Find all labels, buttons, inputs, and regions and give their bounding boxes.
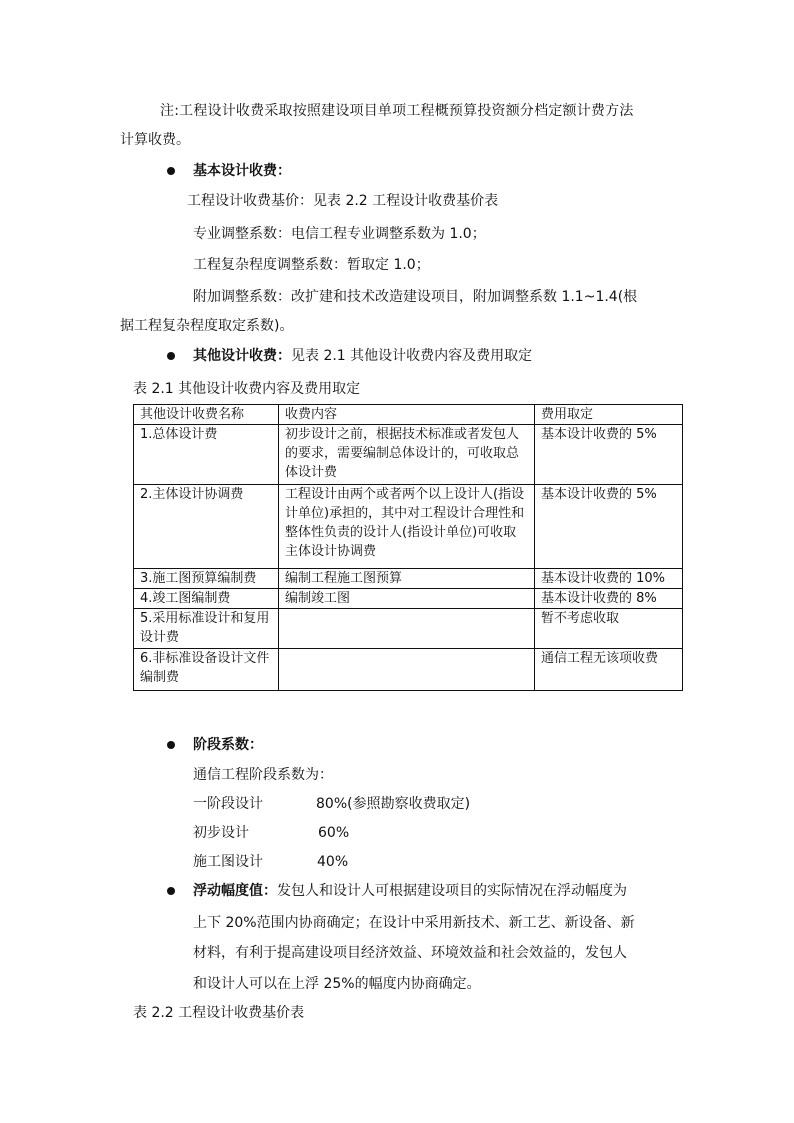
other-fee-line [193, 346, 532, 366]
table-cell: 基本设计收费的 8% [535, 589, 683, 609]
table-cell: 基本设计收费的 5% [535, 485, 683, 569]
table-cell [279, 609, 535, 649]
table-cell: 工程设计由两个或者两个以上设计人(指设计单位)承担的，其中对工程设计合理性和整体性负责的设计人(指设计单位)可收取主体设计协调费 [279, 485, 535, 569]
stage-item-value: 80%(参照勘察收费取定) [316, 796, 471, 812]
table-row [134, 425, 683, 485]
table-row [134, 649, 683, 691]
table-cell: 基本设计收费的 5% [535, 425, 683, 485]
base-price-line: 工程设计收费基价：见表 2.2 工程设计收费基价表 [187, 193, 499, 209]
table-cell: 6.非标准设备设计文件编制费 [134, 649, 279, 691]
table-header-cell: 收费内容 [279, 405, 535, 425]
table-cell: 初步设计之前，根据技术标准或者发包人的要求，需要编制总体设计的，可收取总体设计费 [279, 425, 535, 485]
table-cell: 暂不考虑收取 [535, 609, 683, 649]
additional-coeff-line-1: 附加调整系数：改扩建和技术改造建设项目，附加调整系数 1.1~1.4(根 [193, 289, 638, 305]
other-fee-text: 见表 2.1 其他设计收费内容及费用取定 [291, 348, 533, 364]
table-cell: 4.竣工图编制费 [134, 589, 279, 609]
stage-item-value: 40% [317, 854, 349, 870]
table-cell: 通信工程无该项收费 [535, 649, 683, 691]
table-cell: 3.施工图预算编制费 [134, 569, 279, 589]
additional-coeff-line-2: 据工程复杂程度取定系数)。 [120, 318, 294, 334]
table-cell: 编制工程施工图预算 [279, 569, 535, 589]
basic-fee-heading: 基本设计收费： [193, 163, 291, 179]
stage-item-name: 初步设计 [193, 825, 249, 841]
float-line-3: 材料，有利于提高建设项目经济效益、环境效益和社会效益的，发包人 [193, 945, 627, 961]
table-row [134, 609, 683, 649]
bullet-float-icon [167, 887, 175, 895]
table-cell: 5.采用标准设计和复用设计费 [134, 609, 279, 649]
table-2-1-caption: 表 2.1 其他设计收费内容及费用取定 [133, 381, 361, 397]
float-text-1: 发包人和设计人可根据建设项目的实际情况在浮动幅度为 [277, 883, 627, 899]
float-line-2: 上下 20%范围内协商确定；在设计中采用新技术、新工艺、新设备、新 [193, 915, 635, 931]
stage-coeff-intro: 通信工程阶段系数为： [193, 767, 333, 783]
bullet-basic-fee-icon [167, 167, 175, 175]
table-cell: 基本设计收费的 10% [535, 569, 683, 589]
table-2-2-caption: 表 2.2 工程设计收费基价表 [133, 1005, 305, 1021]
stage-item-value: 60% [318, 825, 350, 841]
float-line-4: 和设计人可以在上浮 25%的幅度内协商确定。 [193, 976, 481, 992]
table-cell: 1.总体设计费 [134, 425, 279, 485]
stage-coeff-heading: 阶段系数： [193, 737, 263, 753]
table-row [134, 589, 683, 609]
table-cell: 编制竣工图 [279, 589, 535, 609]
complexity-coeff-line: 工程复杂程度调整系数：暂取定 1.0； [193, 257, 430, 273]
stage-item-name: 施工图设计 [193, 854, 263, 870]
bullet-other-fee-icon [167, 352, 175, 360]
bullet-stage-coeff-icon [167, 741, 175, 749]
table-row [134, 569, 683, 589]
note-line-1: 注:工程设计收费采取按照建设项目单项工程概预算投资额分档定额计费方法 [160, 103, 634, 119]
professional-coeff-line: 专业调整系数：电信工程专业调整系数为 1.0； [193, 226, 486, 242]
table-row [134, 485, 683, 569]
table-header-row [134, 405, 683, 425]
other-fee-table [133, 404, 683, 691]
stage-item-name: 一阶段设计 [193, 796, 263, 812]
note-line-2: 计算收费。 [120, 132, 190, 148]
table-cell: 2.主体设计协调费 [134, 485, 279, 569]
other-fee-heading: 其他设计收费： [193, 348, 291, 364]
table-header-cell: 费用取定 [535, 405, 683, 425]
table-header-cell: 其他设计收费名称 [134, 405, 279, 425]
float-heading: 浮动幅度值： [193, 883, 277, 899]
float-line-1 [193, 881, 627, 901]
table-cell [279, 649, 535, 691]
